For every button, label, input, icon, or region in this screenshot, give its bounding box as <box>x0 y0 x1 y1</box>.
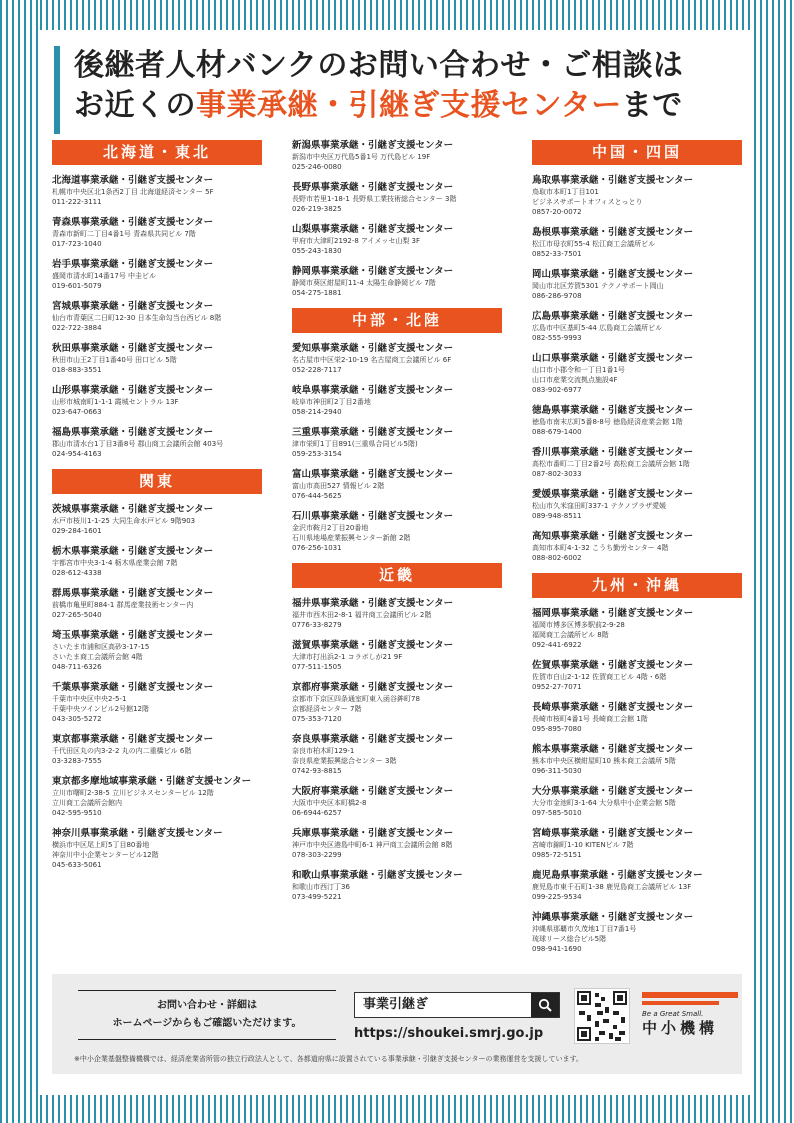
column-1 <box>52 140 262 880</box>
center-name: 三重県事業承継・引継ぎ支援センター <box>292 427 454 438</box>
center-name: 奈良県事業承継・引継ぎ支援センター <box>292 734 454 745</box>
center-entry <box>52 217 262 249</box>
center-address: 石川県地場産業振興センター新館 2階 <box>292 534 411 542</box>
center-name: 栃木県事業承継・引継ぎ支援センター <box>52 546 214 557</box>
center-name: 長崎県事業承継・引継ぎ支援センター <box>532 702 694 713</box>
center-address: 岡山市北区芳賀5301 テクノサポート岡山 <box>532 282 664 290</box>
center-entry <box>292 870 502 902</box>
center-phone: 096-311-5030 <box>532 767 582 775</box>
center-address: 札幌市中央区北1条西2丁目 北海道経済センター 5F <box>52 188 214 196</box>
center-address: 神戸市中央区港島中町6-1 神戸商工会議所会館 8階 <box>292 841 453 849</box>
center-name: 山形県事業承継・引継ぎ支援センター <box>52 385 214 396</box>
center-name: 大分県事業承継・引継ぎ支援センター <box>532 786 694 797</box>
center-phone: 098-941-1690 <box>532 945 582 953</box>
center-phone: 088-802-6002 <box>532 554 582 562</box>
center-entry <box>292 343 502 375</box>
center-entry <box>52 776 262 818</box>
center-name: 島根県事業承継・引継ぎ支援センター <box>532 227 694 238</box>
center-address: 宇都宮市中央3-1-4 栃木県産業会館 7階 <box>52 559 178 567</box>
center-address: 福岡市博多区博多駅前2-9-28 <box>532 621 625 629</box>
center-address: 宮崎市錦町1-10 KITENビル 7階 <box>532 841 634 849</box>
search-icon <box>538 998 552 1012</box>
center-phone: 088-679-1400 <box>532 428 582 436</box>
center-phone: 082-555-9993 <box>532 334 582 342</box>
search-box[interactable] <box>354 992 560 1018</box>
center-phone: 018-883-3551 <box>52 366 102 374</box>
center-phone: 076-256-1031 <box>292 544 342 552</box>
center-address: 松山市久米窪田町337-1 テクノプラザ愛媛 <box>532 502 667 510</box>
center-address: 京都市下京区四条通室町東入函谷鉾町78 <box>292 695 420 703</box>
center-name: 岩手県事業承継・引継ぎ支援センター <box>52 259 214 270</box>
center-entry <box>52 682 262 724</box>
center-entry <box>532 702 742 734</box>
center-address: 横浜市中区尾上町5丁目80番地 <box>52 841 150 849</box>
center-entry <box>52 259 262 291</box>
center-address: 津市栄町1丁目891(三重県合同ビル5階) <box>292 440 418 448</box>
center-phone: 097-585-5010 <box>532 809 582 817</box>
center-address: 琉球リース総合ビル5階 <box>532 935 607 943</box>
center-name: 静岡県事業承継・引継ぎ支援センター <box>292 266 454 277</box>
center-address: 松江市母衣町55-4 松江商工会議所ビル <box>532 240 656 248</box>
center-entry <box>532 744 742 776</box>
center-phone: 042-595-9510 <box>52 809 102 817</box>
center-phone: 095-895-7080 <box>532 725 582 733</box>
center-address: 山形市城南町1-1-1 霞城セントラル 13F <box>52 398 179 406</box>
search-button[interactable] <box>531 993 559 1017</box>
center-entry <box>532 269 742 301</box>
center-address: 千葉中央ツインビル2号館12階 <box>52 705 150 713</box>
center-address: 大分市金池町3-1-64 大分県中小企業会館 5階 <box>532 799 676 807</box>
center-name: 広島県事業承継・引継ぎ支援センター <box>532 311 694 322</box>
center-phone: 052-228-7117 <box>292 366 342 374</box>
center-address: 鳥取市本町1丁目101 <box>532 188 599 196</box>
center-address: 富山市高田527 情報ビル 2階 <box>292 482 385 490</box>
center-entry <box>52 504 262 536</box>
center-phone: 03-3283-7555 <box>52 757 102 765</box>
center-entry <box>532 531 742 563</box>
center-name: 愛媛県事業承継・引継ぎ支援センター <box>532 489 694 500</box>
center-entry <box>292 598 502 630</box>
center-phone: 075-353-7120 <box>292 715 342 723</box>
search-input[interactable]: 事業引継ぎ <box>363 997 429 1012</box>
center-address: 金沢市鞍月2丁目20番地 <box>292 524 369 532</box>
center-entry <box>292 469 502 501</box>
center-entry <box>52 546 262 578</box>
center-address: 佐賀市白山2-1-12 佐賀商工ビル 4階・6階 <box>532 673 667 681</box>
center-address: 福岡商工会議所ビル 8階 <box>532 631 609 639</box>
center-phone: 045-633-5061 <box>52 861 102 869</box>
center-entry <box>532 175 742 217</box>
center-entry <box>532 311 742 343</box>
center-address: 長崎市桜町4番1号 長崎商工会館 1階 <box>532 715 648 723</box>
center-phone: 0852-33-7501 <box>532 250 582 258</box>
center-name: 神奈川県事業承継・引継ぎ支援センター <box>52 828 223 839</box>
top-stripe-border <box>40 0 754 30</box>
center-address: 鹿児島市東千石町1-38 鹿児島商工会議所ビル 13F <box>532 883 692 891</box>
center-phone: 087-802-3033 <box>532 470 582 478</box>
center-name: 滋賀県事業承継・引継ぎ支援センター <box>292 640 454 651</box>
center-phone: 029-284-1601 <box>52 527 102 535</box>
center-entry <box>292 427 502 459</box>
website-url[interactable]: https://shoukei.smrj.go.jp <box>354 1026 544 1041</box>
logo-bar-bottom <box>642 1001 719 1005</box>
center-phone: 0857-20-0072 <box>532 208 582 216</box>
title-prefix: お近くの <box>74 88 196 123</box>
right-stripe-border <box>754 0 794 1123</box>
center-phone: 06-6944-6257 <box>292 809 342 817</box>
center-entry <box>292 511 502 553</box>
center-name: 佐賀県事業承継・引継ぎ支援センター <box>532 660 694 671</box>
center-phone: 0952-27-7071 <box>532 683 582 691</box>
center-name: 長野県事業承継・引継ぎ支援センター <box>292 182 454 193</box>
center-entry <box>532 608 742 650</box>
center-name: 山梨県事業承継・引継ぎ支援センター <box>292 224 454 235</box>
center-name: 香川県事業承継・引継ぎ支援センター <box>532 447 694 458</box>
center-entry <box>292 786 502 818</box>
center-phone: 092-441-6922 <box>532 641 582 649</box>
center-phone: 025-246-0080 <box>292 163 342 171</box>
center-address: 奈良市柏木町129-1 <box>292 747 355 755</box>
center-entry <box>532 489 742 521</box>
center-entry <box>292 640 502 672</box>
center-name: 福井県事業承継・引継ぎ支援センター <box>292 598 454 609</box>
center-phone: 077-511-1505 <box>292 663 342 671</box>
center-address: 大阪市中央区本町橋2-8 <box>292 799 367 807</box>
center-address: 郡山市清水台1丁目3番8号 郡山商工会議所会館 403号 <box>52 440 224 448</box>
center-name: 東京都多摩地域事業承継・引継ぎ支援センター <box>52 776 252 787</box>
title-suffix: まで <box>621 88 683 123</box>
center-entry <box>52 385 262 417</box>
center-entry <box>292 182 502 214</box>
center-name: 岡山県事業承継・引継ぎ支援センター <box>532 269 694 280</box>
center-address: 千葉市中央区中央2-5-1 <box>52 695 127 703</box>
center-address: 盛岡市清水町14番17号 中圭ビル <box>52 272 157 280</box>
center-name: 新潟県事業承継・引継ぎ支援センター <box>292 140 454 151</box>
center-address: 高松市番町二丁目2番2号 高松商工会議所会館 1階 <box>532 460 690 468</box>
center-address: 立川市曙町2-38-5 立川ビジネスセンタービル 12階 <box>52 789 214 797</box>
region-header: 近畿 <box>292 563 502 588</box>
center-entry <box>532 870 742 902</box>
center-phone: 0776-33-8279 <box>292 621 342 629</box>
center-entry <box>532 786 742 818</box>
center-phone: 026-219-3825 <box>292 205 342 213</box>
center-name: 鹿児島県事業承継・引継ぎ支援センター <box>532 870 703 881</box>
center-entry <box>532 912 742 954</box>
center-name: 北海道事業承継・引継ぎ支援センター <box>52 175 214 186</box>
center-name: 徳島県事業承継・引継ぎ支援センター <box>532 405 694 416</box>
center-address: 静岡市葵区紺屋町11-4 太陽生命静岡ビル 7階 <box>292 279 436 287</box>
center-phone: 0985-72-5151 <box>532 851 582 859</box>
logo-tagline: Be a Great Small. <box>642 1010 704 1018</box>
center-address: さいたま商工会議所会館 4階 <box>52 653 143 661</box>
center-name: 沖縄県事業承継・引継ぎ支援センター <box>532 912 694 923</box>
center-address: 沖縄県那覇市久茂地1丁目7番1号 <box>532 925 637 933</box>
center-entry <box>292 224 502 256</box>
region-header: 中部・北陸 <box>292 308 502 333</box>
logo-bar-top <box>642 992 738 998</box>
center-entry <box>292 266 502 298</box>
center-name: 秋田県事業承継・引継ぎ支援センター <box>52 343 214 354</box>
center-entry <box>52 588 262 620</box>
center-address: 広島市中区基町5-44 広島商工会議所ビル <box>532 324 663 332</box>
center-phone: 089-948-8511 <box>532 512 582 520</box>
center-entry <box>532 447 742 479</box>
center-phone: 059-253-3154 <box>292 450 342 458</box>
center-entry <box>52 734 262 766</box>
center-phone: 076-444-5625 <box>292 492 342 500</box>
center-name: 愛知県事業承継・引継ぎ支援センター <box>292 343 454 354</box>
center-name: 群馬県事業承継・引継ぎ支援センター <box>52 588 214 599</box>
center-address: 熊本市中央区横紺屋町10 熊本商工会議所 5階 <box>532 757 676 765</box>
center-phone: 054-275-1881 <box>292 289 342 297</box>
center-address: 大津市打出浜2-1 コラボしが21 9F <box>292 653 403 661</box>
center-address: 山口市小郡令和一丁目1番1号 <box>532 366 625 374</box>
center-entry <box>292 828 502 860</box>
footer-text-line-1: お問い合わせ・詳細は <box>157 1000 257 1011</box>
center-name: 東京都事業承継・引継ぎ支援センター <box>52 734 214 745</box>
center-address: 秋田市山王2丁目1番40号 田口ビル 5階 <box>52 356 177 364</box>
center-address: 千代田区丸の内3-2-2 丸の内二重橋ビル 6階 <box>52 747 192 755</box>
column-2 <box>292 140 502 912</box>
center-address: 水戸市桜川1-1-25 大同生命水戸ビル 9階903 <box>52 517 196 525</box>
center-address: 青森市新町二丁目4番1号 青森県共同ビル 7階 <box>52 230 196 238</box>
center-phone: 073-499-5221 <box>292 893 342 901</box>
qr-code[interactable] <box>574 988 630 1044</box>
center-address: 前橋市亀里町884-1 群馬産業技術センター内 <box>52 601 194 609</box>
center-phone: 058-214-2940 <box>292 408 342 416</box>
center-entry <box>292 734 502 776</box>
center-phone: 099-225-9534 <box>532 893 582 901</box>
region-header: 九州・沖縄 <box>532 573 742 598</box>
page-content <box>40 30 754 1095</box>
center-address: 甲府市大津町2192-8 アイメッセ山梨 3F <box>292 237 421 245</box>
page-title <box>54 46 734 134</box>
center-phone: 023-647-0663 <box>52 408 102 416</box>
center-phone: 083-902-6977 <box>532 386 582 394</box>
center-phone: 027-265-5040 <box>52 611 102 619</box>
center-address: 徳島市南末広町5番8-8号 徳島経済産業会館 1階 <box>532 418 683 426</box>
footer-panel <box>52 974 742 1074</box>
center-phone: 028-612-4338 <box>52 569 102 577</box>
left-stripe-border <box>0 0 40 1123</box>
center-address: 立川商工会議所会館内 <box>52 799 122 807</box>
center-name: 熊本県事業承継・引継ぎ支援センター <box>532 744 694 755</box>
center-address: 新潟市中央区万代島5番1号 万代島ビル 19F <box>292 153 431 161</box>
footer-text-line-2: ホームページからもご確認いただけます。 <box>112 1018 302 1029</box>
smrj-logo <box>642 992 738 1044</box>
qr-code-icon <box>575 989 629 1043</box>
center-address: 福井市西木田2-8-1 福井商工会議所ビル 2階 <box>292 611 432 619</box>
center-phone: 024-954-4163 <box>52 450 102 458</box>
center-phone: 022-722-3884 <box>52 324 102 332</box>
center-address: 神奈川中小企業センタービル12階 <box>52 851 159 859</box>
center-entry <box>532 660 742 692</box>
center-entry <box>52 828 262 870</box>
center-name: 京都府事業承継・引継ぎ支援センター <box>292 682 454 693</box>
center-phone: 086-286-9708 <box>532 292 582 300</box>
center-name: 鳥取県事業承継・引継ぎ支援センター <box>532 175 694 186</box>
center-address: ビジネスサポートオフィスとっとり <box>532 198 643 206</box>
title-line-2 <box>74 86 734 126</box>
center-name: 福岡県事業承継・引継ぎ支援センター <box>532 608 694 619</box>
center-address: 仙台市青葉区二日町12-30 日本生命勾当台西ビル 8階 <box>52 314 222 322</box>
center-phone: 078-303-2299 <box>292 851 342 859</box>
center-address: 名古屋市中区栄2-10-19 名古屋商工会議所ビル 6F <box>292 356 452 364</box>
center-entry <box>292 140 502 172</box>
center-name: 福島県事業承継・引継ぎ支援センター <box>52 427 214 438</box>
center-entry <box>52 630 262 672</box>
center-address: 高知市本町4-1-32 こうち勤労センター 4階 <box>532 544 669 552</box>
center-entry <box>52 301 262 333</box>
center-phone: 011-222-3111 <box>52 198 102 206</box>
center-phone: 055-243-1830 <box>292 247 342 255</box>
center-phone: 017-723-1040 <box>52 240 102 248</box>
center-entry <box>532 405 742 437</box>
center-name: 茨城県事業承継・引継ぎ支援センター <box>52 504 214 515</box>
center-address: 和歌山市西汀丁36 <box>292 883 350 891</box>
center-phone: 019-601-5079 <box>52 282 102 290</box>
center-phone: 043-305-5272 <box>52 715 102 723</box>
title-line-1: 後継者人材バンクのお問い合わせ・ご相談は <box>74 48 684 83</box>
logo-name: 中小機構 <box>642 1019 719 1037</box>
center-address: さいたま市浦和区高砂3-17-15 <box>52 643 150 651</box>
center-entry <box>532 227 742 259</box>
center-entry <box>52 427 262 459</box>
center-entry <box>52 343 262 375</box>
center-name: 宮城県事業承継・引継ぎ支援センター <box>52 301 214 312</box>
center-name: 岐阜県事業承継・引継ぎ支援センター <box>292 385 454 396</box>
center-address: 岐阜市神田町2丁目2番地 <box>292 398 371 406</box>
center-address: 奈良県産業振興総合センター 3階 <box>292 757 397 765</box>
center-address: 山口市産業交流拠点施設4F <box>532 376 618 384</box>
footer-contact-text <box>78 990 336 1040</box>
center-phone: 0742-93-8815 <box>292 767 342 775</box>
footer-note: ※中小企業基盤整備機構では、経済産業省所管の独立行政法人として、各都道府県に設置されている事業承継・引継ぎ支援センターの業務運営を支援しています。 <box>74 1055 583 1063</box>
center-name: 富山県事業承継・引継ぎ支援センター <box>292 469 454 480</box>
center-name: 埼玉県事業承継・引継ぎ支援センター <box>52 630 214 641</box>
center-entry <box>52 175 262 207</box>
center-phone: 048-711-6326 <box>52 663 102 671</box>
region-header: 北海道・東北 <box>52 140 262 165</box>
region-header: 中国・四国 <box>532 140 742 165</box>
region-header: 関東 <box>52 469 262 494</box>
center-name: 兵庫県事業承継・引継ぎ支援センター <box>292 828 454 839</box>
center-name: 青森県事業承継・引継ぎ支援センター <box>52 217 214 228</box>
center-name: 石川県事業承継・引継ぎ支援センター <box>292 511 454 522</box>
center-entry <box>532 828 742 860</box>
center-entry <box>532 353 742 395</box>
center-name: 千葉県事業承継・引継ぎ支援センター <box>52 682 214 693</box>
center-name: 山口県事業承継・引継ぎ支援センター <box>532 353 694 364</box>
column-3 <box>532 140 742 964</box>
center-name: 宮崎県事業承継・引継ぎ支援センター <box>532 828 694 839</box>
center-entry <box>292 385 502 417</box>
center-address: 長野市若里1-18-1 長野県工業技術総合センター 3階 <box>292 195 457 203</box>
center-name: 高知県事業承継・引継ぎ支援センター <box>532 531 694 542</box>
title-highlight: 事業承継・引継ぎ支援センター <box>196 88 622 123</box>
center-entry <box>292 682 502 724</box>
bottom-stripe-border <box>40 1095 754 1123</box>
center-address: 京都経済センター 7階 <box>292 705 362 713</box>
center-name: 大阪府事業承継・引継ぎ支援センター <box>292 786 454 797</box>
center-name: 和歌山県事業承継・引継ぎ支援センター <box>292 870 463 881</box>
